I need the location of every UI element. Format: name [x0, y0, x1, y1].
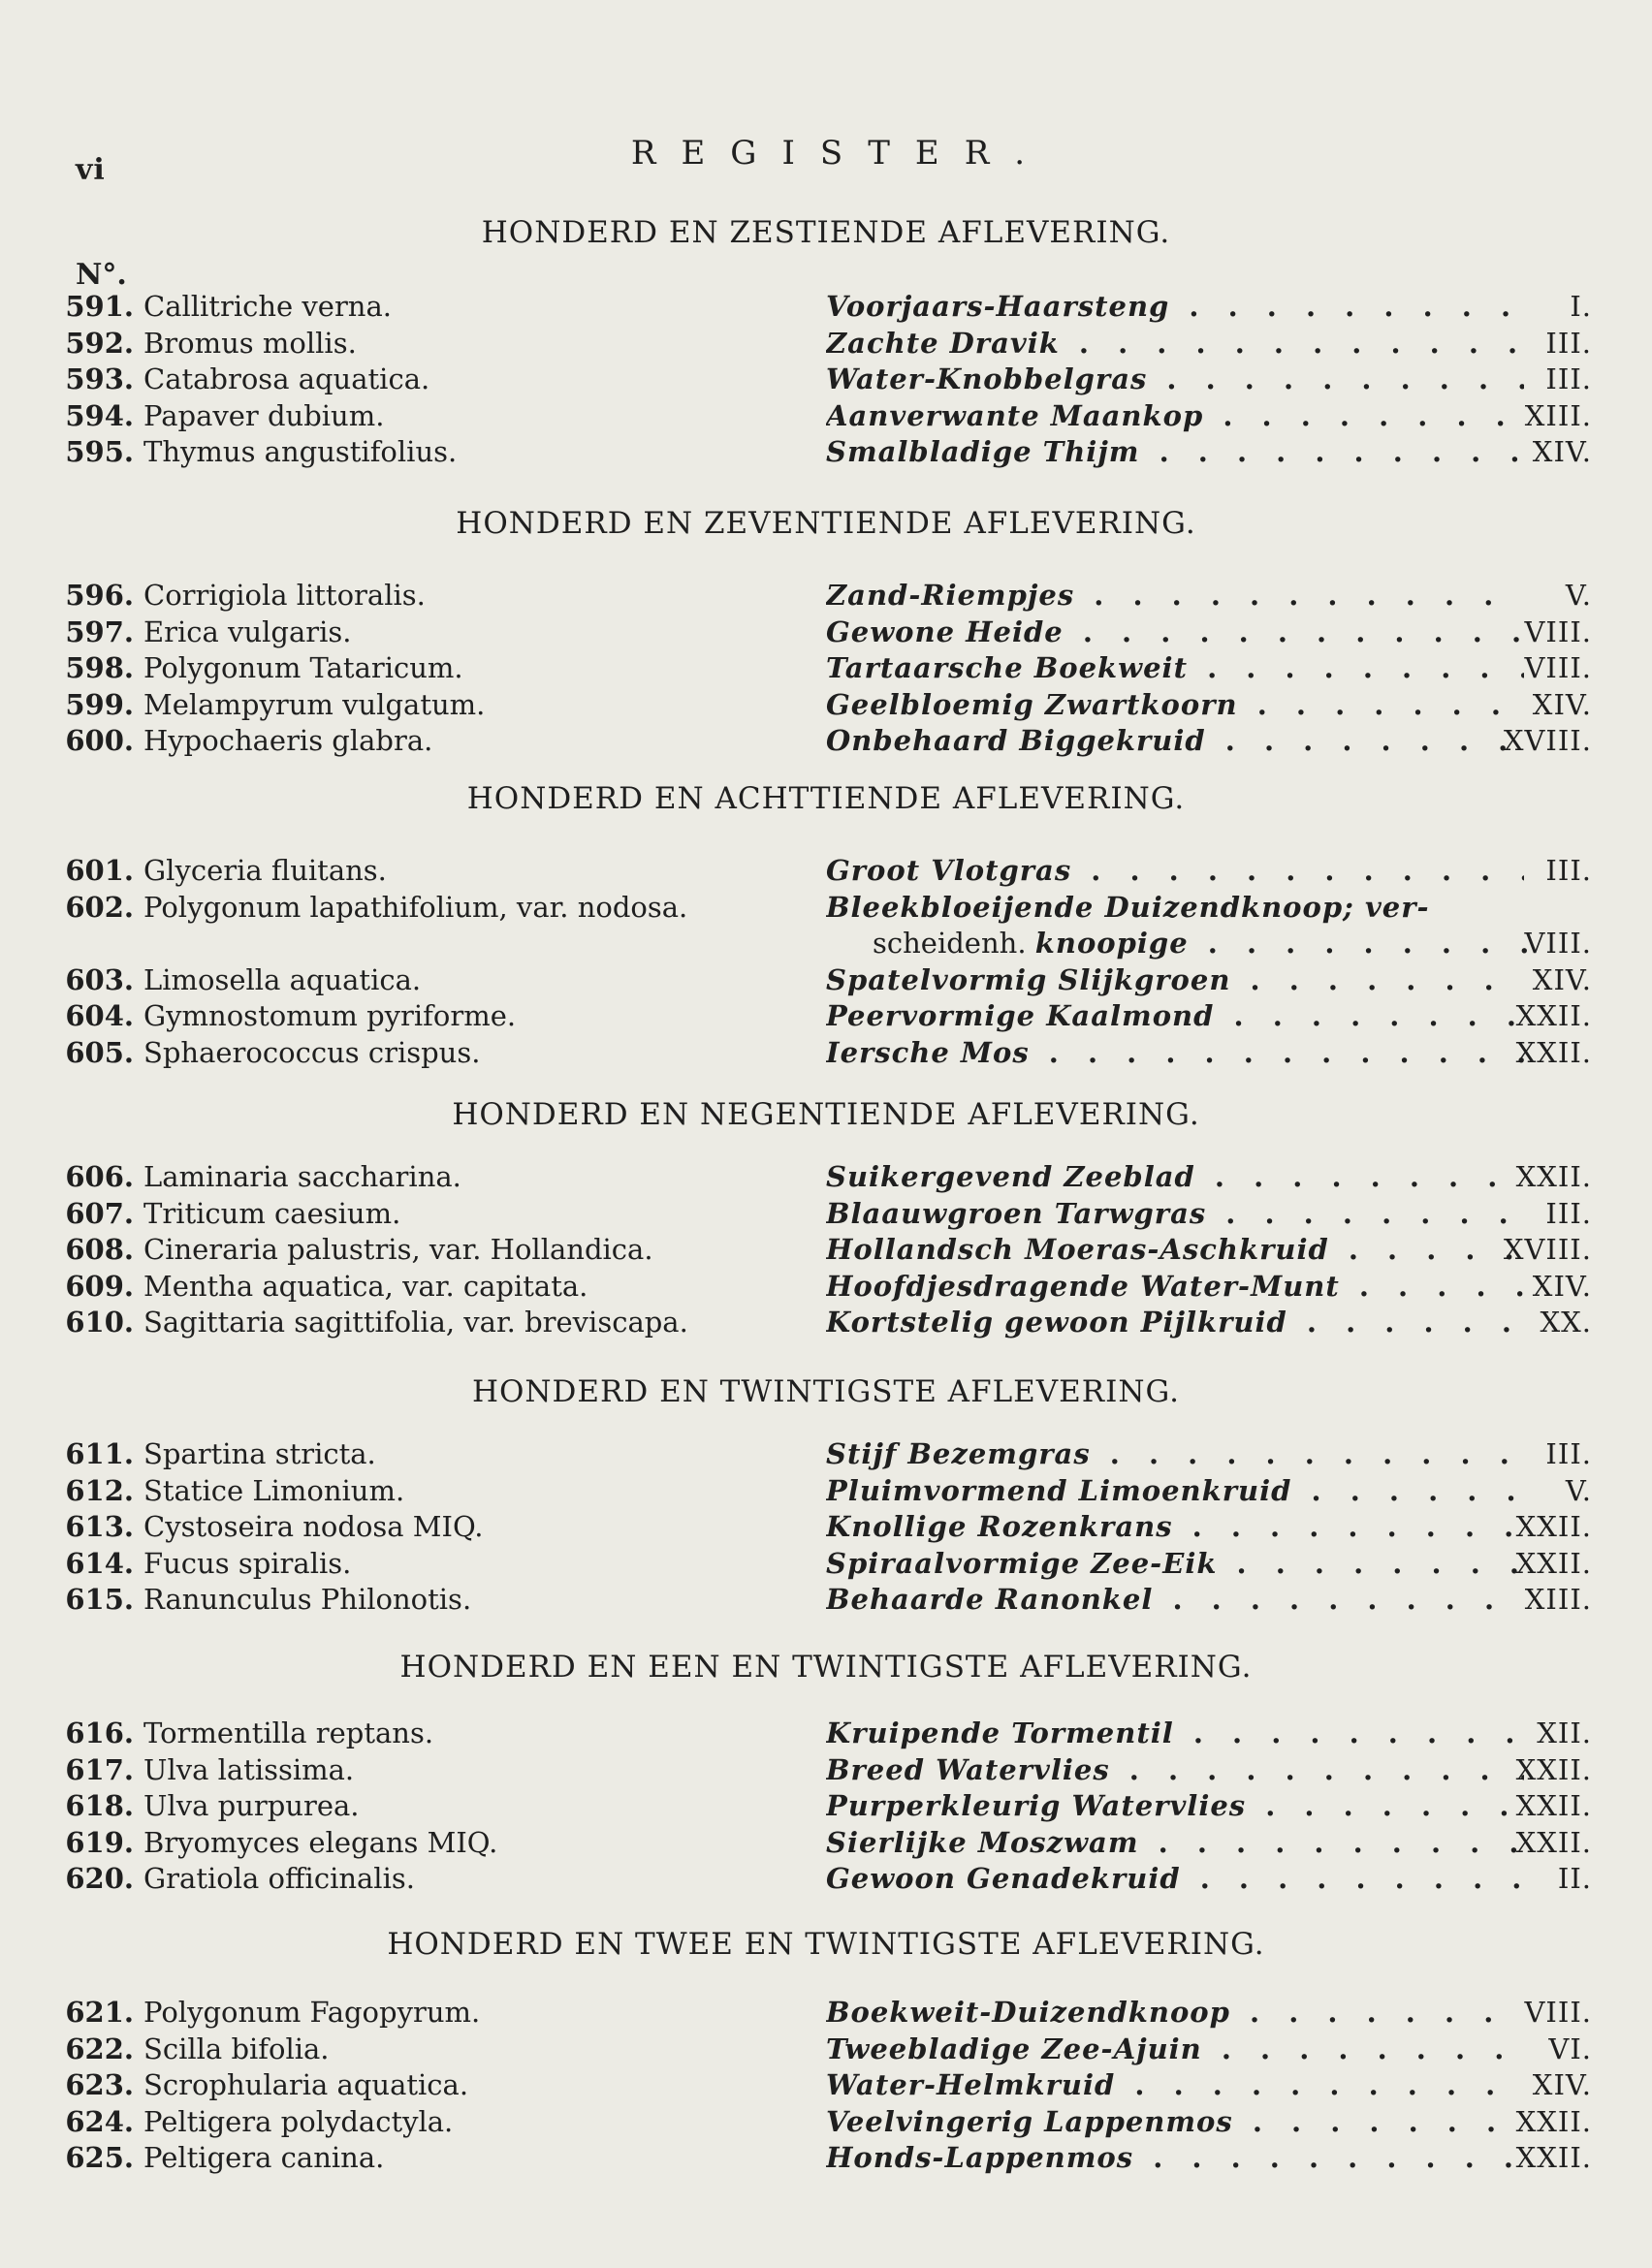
plate-number: XXII. [1515, 1752, 1592, 1786]
dutch-name: Kortstelig gewoon Pijlkruid . . . [826, 1305, 1524, 1339]
register-entry [0, 614, 1652, 649]
plate-number: III. [1545, 1437, 1592, 1470]
register-entry [0, 1035, 1652, 1070]
entry-number: 604. [65, 999, 134, 1032]
register-entry [0, 650, 1652, 685]
register-entry [0, 1546, 1652, 1581]
dutch-name: Tartaarsche Boekweit . . . [826, 650, 1524, 685]
dutch-name: Gewoon Genadekruid . . . [826, 1861, 1524, 1896]
latin-name: Ulva latissima. [143, 1752, 355, 1786]
dutch-name: Groot Vlotgras . . . [826, 853, 1524, 888]
latin-name: Gratiola officinalis. [143, 1862, 415, 1895]
dutch-name: Behaarde Ranonkel . . . [826, 1582, 1524, 1617]
latin-name: Erica vulgaris. [143, 614, 352, 648]
plate-number: VIII. [1524, 651, 1592, 684]
register-entry [0, 1788, 1652, 1823]
latin-name: Spartina stricta. [143, 1437, 376, 1470]
entry-number: 625. [65, 2141, 134, 2174]
plate-number: III. [1545, 1196, 1592, 1230]
dutch-name: Tweebladige Zee-Ajuin . . . [826, 2032, 1524, 2066]
latin-name: Statice Limonium. [143, 1473, 405, 1507]
continuation-italic-text: knoopige [1034, 927, 1189, 960]
plate-number: XXII. [1515, 1160, 1592, 1193]
dutch-name: Honds-Lappenmos . . . [826, 2140, 1524, 2175]
entry-number: 609. [65, 1269, 134, 1303]
entry-number: 594. [65, 398, 134, 432]
entry-number: 591. [65, 290, 134, 323]
register-entry [0, 1716, 1652, 1750]
dutch-name: Iersche Mos . . . [826, 1035, 1524, 1070]
latin-name: Thymus angustifolius. [143, 435, 458, 468]
entry-number: 621. [65, 1996, 134, 2029]
dutch-name: Water-Helmkruid . . . [826, 2067, 1524, 2102]
entry-number: 602. [65, 890, 134, 924]
plate-number: XVIII. [1503, 1233, 1592, 1266]
latin-name: Glyceria fluitans. [143, 854, 387, 887]
dutch-name-continuation [873, 926, 1532, 961]
section-heading: HONDERD EN TWINTIGSTE AFLEVERING. [471, 1374, 1181, 1409]
plate-number: XIV. [1532, 435, 1592, 468]
dutch-name: Breed Watervlies . . . [826, 1752, 1524, 1787]
plate-number: XII. [1537, 1717, 1592, 1749]
register-entry [0, 962, 1652, 997]
dutch-name: Hoofdjesdragende Water-Munt . . . [826, 1269, 1524, 1304]
register-entry [0, 1305, 1652, 1339]
register-entry [0, 578, 1652, 613]
dutch-name: Knollige Rozenkrans . . . [826, 1509, 1524, 1544]
plate-number: XXII. [1515, 1789, 1592, 1822]
plate-number: I. [1570, 290, 1592, 323]
plate-number: XXII. [1515, 1825, 1592, 1859]
register-entry [0, 2067, 1652, 2102]
entry-number: 596. [65, 579, 134, 612]
register-entry [0, 1825, 1652, 1860]
plate-number: V. [1565, 579, 1592, 612]
plate-number: XIV. [1532, 962, 1592, 996]
plate-number: XXII. [1515, 1035, 1592, 1069]
latin-name: Bryomyces elegans MIQ. [143, 1825, 498, 1859]
plate-number: VIII. [1524, 1996, 1592, 2029]
register-entry [0, 2032, 1652, 2066]
plate-number: XXII. [1515, 1546, 1592, 1580]
entry-number: 607. [65, 1196, 134, 1230]
latin-name: Peltigera polydactyla. [143, 2104, 454, 2138]
register-entry [0, 890, 1652, 925]
latin-name: Hypochaeris glabra. [143, 724, 433, 757]
register-entry [0, 434, 1652, 469]
register-entry [0, 1582, 1652, 1617]
entry-number: 600. [65, 724, 134, 757]
number-column-label: N°. [76, 258, 127, 292]
dutch-name: Suikergevend Zeeblad . . . [826, 1159, 1524, 1194]
plate-number: XIV. [1532, 1269, 1592, 1303]
entry-number: 623. [65, 2068, 134, 2101]
plate-number: XIII. [1524, 398, 1592, 432]
dutch-name: Kruipende Tormentil . . . [826, 1716, 1524, 1750]
plate-number: XXII. [1515, 1510, 1592, 1543]
entry-number: 617. [65, 1752, 134, 1786]
register-entry [0, 1752, 1652, 1787]
page-folio: vi [76, 153, 106, 187]
plate-number: V. [1565, 1473, 1592, 1507]
plate-number: XIV. [1532, 687, 1592, 721]
entry-number: 616. [65, 1717, 134, 1749]
register-entry [0, 723, 1652, 758]
entry-number: 624. [65, 2104, 134, 2138]
entry-number: 603. [65, 962, 134, 996]
register-entry [0, 687, 1652, 722]
entry-number: 612. [65, 1473, 134, 1507]
continuation-text: scheidenh. [873, 927, 1027, 960]
entry-number: 611. [65, 1437, 134, 1470]
entry-number: 597. [65, 614, 134, 648]
section-heading: HONDERD EN EEN EN TWINTIGSTE AFLEVERING. [399, 1650, 1253, 1685]
dutch-name: Veelvingerig Lappenmos . . . [826, 2104, 1524, 2139]
entry-number: 618. [65, 1789, 134, 1822]
entry-number: 615. [65, 1583, 134, 1616]
latin-name: Fucus spiralis. [143, 1546, 352, 1580]
latin-name: Triticum caesium. [143, 1196, 401, 1230]
dutch-name: Spiraalvormige Zee-Eik . . . [826, 1546, 1524, 1581]
entry-number: 619. [65, 1825, 134, 1859]
dutch-name: Purperkleurig Watervlies . . . [826, 1788, 1524, 1823]
latin-name: Peltigera canina. [143, 2141, 385, 2174]
dutch-name: Aanverwante Maankop . . . [826, 398, 1524, 433]
plate-number: XXII. [1515, 999, 1592, 1032]
register-entry [0, 1473, 1652, 1508]
register-entry [0, 326, 1652, 361]
plate-number: XXII. [1515, 2141, 1592, 2174]
plate-number: VIII. [1524, 614, 1592, 648]
plate-number: XX. [1540, 1306, 1592, 1339]
entry-number: 613. [65, 1510, 134, 1543]
entry-number: 620. [65, 1862, 134, 1895]
register-entry [0, 853, 1652, 888]
latin-name: Bromus mollis. [143, 326, 357, 360]
register-entry [0, 362, 1652, 396]
latin-name: Cystoseira nodosa MIQ. [143, 1510, 484, 1543]
section-heading: HONDERD EN TWEE EN TWINTIGSTE AFLEVERING. [387, 1927, 1265, 1962]
section-heading: HONDERD EN ZEVENTIENDE AFLEVERING. [456, 506, 1196, 541]
dutch-name: Stijf Bezemgras . . . [826, 1436, 1524, 1471]
latin-name: Polygonum Fagopyrum. [143, 1996, 481, 2029]
latin-name: Scrophularia aquatica. [143, 2068, 469, 2101]
plate-number: III. [1545, 854, 1592, 887]
plate-number: III. [1545, 326, 1592, 360]
latin-name: Polygonum lapathifolium, var. nodosa. [143, 890, 688, 924]
dutch-name: Boekweit-Duizendknoop . . . [826, 1995, 1524, 2030]
entry-number: 608. [65, 1233, 134, 1266]
plate-number: VIII. [1524, 927, 1592, 960]
latin-name: Polygonum Tataricum. [143, 651, 463, 684]
plate-number: XIII. [1524, 1583, 1592, 1616]
latin-name: Cineraria palustris, var. Hollandica. [143, 1233, 653, 1266]
latin-name: Laminaria saccharina. [143, 1160, 461, 1193]
latin-name: Ulva purpurea. [143, 1789, 360, 1822]
latin-name: Tormentilla reptans. [143, 1717, 434, 1749]
latin-name: Gymnostomum pyriforme. [143, 999, 517, 1032]
dutch-name: Sierlijke Moszwam . . . [826, 1825, 1524, 1860]
register-entry [0, 2140, 1652, 2175]
dutch-name: Smalbladige Thijm . . . [826, 434, 1524, 469]
dutch-name: Bleekbloeijende Duizendknoop; ver- [826, 890, 1430, 924]
register-entry [0, 398, 1652, 433]
entry-number: 593. [65, 362, 134, 395]
register-entry [0, 289, 1652, 324]
plate-number: III. [1545, 362, 1592, 395]
entry-number: 595. [65, 435, 134, 468]
latin-name: Corrigiola littoralis. [143, 579, 426, 612]
entry-number: 606. [65, 1160, 134, 1193]
register-entry [0, 1232, 1652, 1267]
dutch-name: Gewone Heide . . . [826, 614, 1524, 649]
plate-number: XVIII. [1503, 724, 1592, 757]
dutch-name: Water-Knobbelgras . . . [826, 362, 1524, 396]
entry-number: 598. [65, 651, 134, 684]
latin-name: Ranunculus Philonotis. [143, 1583, 472, 1616]
entry-number: 599. [65, 687, 134, 721]
plate-number: II. [1557, 1862, 1592, 1895]
dutch-name: Peervormige Kaalmond . . . [826, 998, 1524, 1033]
register-entry [0, 1995, 1652, 2030]
latin-name: Callitriche verna. [143, 290, 392, 323]
register-entry [0, 1159, 1652, 1194]
latin-name: Melampyrum vulgatum. [143, 687, 486, 721]
dutch-name: Pluimvormend Limoenkruid . . . [826, 1473, 1524, 1508]
latin-name: Scilla bifolia. [143, 2032, 330, 2065]
entry-number: 610. [65, 1306, 134, 1339]
latin-name: Limosella aquatica. [143, 962, 422, 996]
latin-name: Catabrosa aquatica. [143, 362, 430, 395]
register-entry-continuation [0, 926, 1652, 961]
entry-number: 614. [65, 1546, 134, 1580]
dutch-name: Spatelvormig Slijkgroen . . . [826, 962, 1524, 997]
dutch-name: Zachte Dravik . . . [826, 326, 1524, 361]
dutch-name: Blaauwgroen Tarwgras . . . [826, 1196, 1524, 1231]
latin-name: Papaver dubium. [143, 398, 385, 432]
dutch-name: Voorjaars-Haarsteng . . . [826, 289, 1524, 324]
dutch-name: Geelbloemig Zwartkoorn . . . [826, 687, 1524, 722]
section-heading: HONDERD EN NEGENTIENDE AFLEVERING. [452, 1097, 1200, 1132]
register-entry [0, 998, 1652, 1033]
dutch-name: Hollandsch Moeras-Aschkruid . . . [826, 1232, 1524, 1267]
entry-number: 622. [65, 2032, 134, 2065]
register-entry [0, 2104, 1652, 2139]
latin-name: Sagittaria sagittifolia, var. breviscapa. [143, 1306, 688, 1339]
register-entry [0, 1436, 1652, 1471]
register-entry [0, 1509, 1652, 1544]
entry-number: 605. [65, 1035, 134, 1069]
latin-name: Sphaerococcus crispus. [143, 1035, 481, 1069]
entry-number: 601. [65, 854, 134, 887]
register-entry [0, 1269, 1652, 1304]
dutch-name: Onbehaard Biggekruid . . . [826, 723, 1524, 758]
dutch-name: Zand-Riempjes . . . [826, 578, 1524, 613]
plate-number: XXII. [1515, 2104, 1592, 2138]
plate-number: VI. [1548, 2032, 1592, 2065]
page-title: REGISTER. [630, 134, 1051, 173]
register-entry [0, 1196, 1652, 1231]
section-heading: HONDERD EN ZESTIENDE AFLEVERING. [481, 215, 1171, 250]
latin-name: Mentha aquatica, var. capitata. [143, 1269, 588, 1303]
plate-number: XIV. [1532, 2068, 1592, 2101]
entry-number: 592. [65, 326, 134, 360]
section-heading: HONDERD EN ACHTTIENDE AFLEVERING. [466, 781, 1186, 816]
register-entry [0, 1861, 1652, 1896]
